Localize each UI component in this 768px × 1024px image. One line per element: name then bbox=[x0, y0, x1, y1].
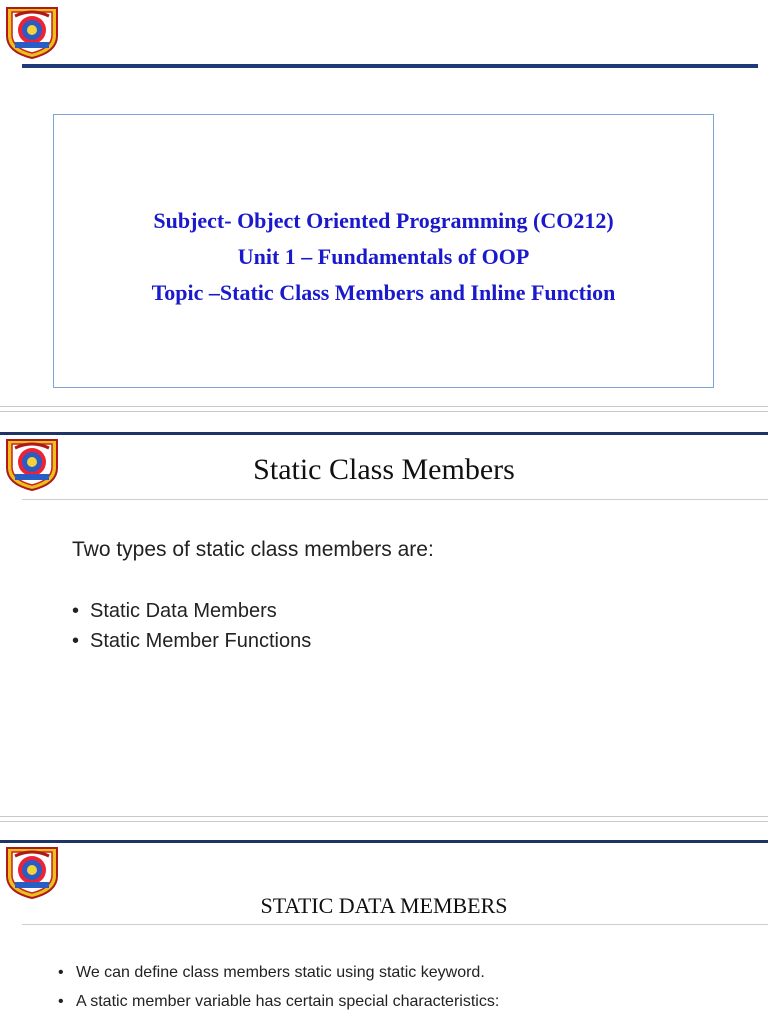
topic-line: Topic –Static Class Members and Inline Function bbox=[151, 280, 616, 305]
slide-2 bbox=[0, 412, 768, 822]
top-strip bbox=[0, 432, 768, 435]
subject-line: Subject- Object Oriented Programming (CO212) bbox=[153, 208, 614, 233]
slide-1 bbox=[0, 0, 768, 412]
title-box bbox=[53, 114, 714, 388]
title-divider bbox=[22, 924, 768, 925]
bullet-dot-icon: • bbox=[72, 630, 80, 652]
bullet-dot-icon: • bbox=[72, 600, 80, 622]
title-lines bbox=[54, 203, 713, 311]
list-item: • We can define class members static using static keyword. bbox=[58, 958, 499, 987]
unit-line: Unit 1 – Fundamentals of OOP bbox=[237, 244, 530, 269]
list-item: • A static member variable has certain special characteristics: bbox=[58, 987, 499, 1016]
bullet-list bbox=[72, 596, 311, 656]
slide-3 bbox=[0, 822, 768, 1024]
top-strip bbox=[0, 840, 768, 843]
list-item: • Static Data Members bbox=[72, 596, 311, 626]
bullet-dot-icon: • bbox=[58, 964, 64, 981]
college-emblem-icon bbox=[3, 4, 61, 60]
slide-title: STATIC DATA MEMBERS bbox=[260, 893, 508, 918]
list-item: • Static Member Functions bbox=[72, 626, 311, 656]
bullet-list bbox=[58, 958, 499, 1016]
slide-title: Static Class Members bbox=[253, 453, 515, 486]
title-divider bbox=[22, 499, 768, 500]
bullet-dot-icon: • bbox=[58, 993, 64, 1010]
header-rule bbox=[22, 64, 758, 68]
intro-text: Two types of static class members are: bbox=[72, 538, 434, 561]
